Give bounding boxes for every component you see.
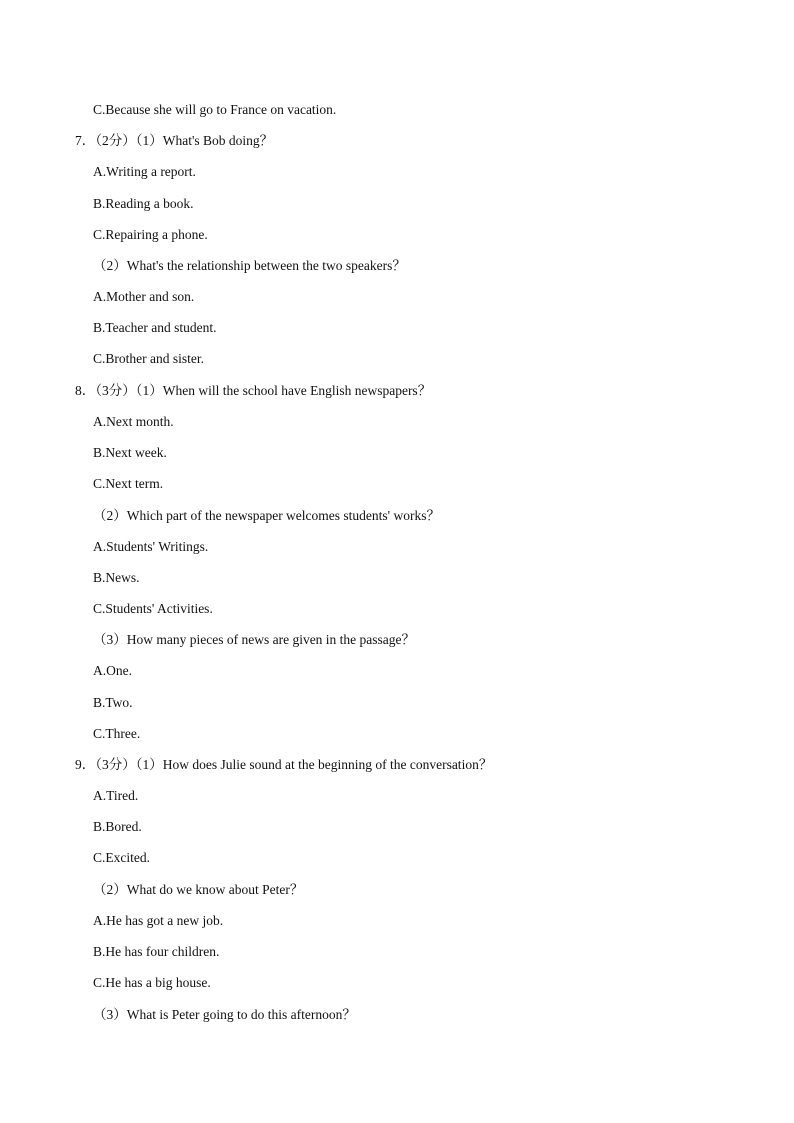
- option-q7-1-c: C.Repairing a phone.: [93, 227, 208, 242]
- option-q8-2-a: A.Students' Writings.: [93, 539, 209, 554]
- question-7-2: （2）What's the relationship between the two speakers？: [93, 258, 406, 273]
- option-q9-1-a: A.Tired.: [93, 788, 139, 803]
- option-q7-2-a: A.Mother and son.: [93, 289, 195, 304]
- option-q9-1-b: B.Bored.: [93, 819, 142, 834]
- question-7-heading: 7．（2分）（1）What's Bob doing？: [75, 133, 274, 148]
- option-q8-1-a: A.Next month.: [93, 414, 174, 429]
- option-q7-2-b: B.Teacher and student.: [93, 320, 217, 335]
- option-q8-3-c: C.Three.: [93, 726, 141, 741]
- question-8-heading: 8．（3分）（1）When will the school have English newspapers？: [75, 383, 432, 398]
- question-8-2: （2）Which part of the newspaper welcomes students' works？: [93, 508, 440, 523]
- option-q9-2-c: C.He has a big house.: [93, 975, 211, 990]
- option-q8-3-a: A.One.: [93, 663, 132, 678]
- question-9-heading: 9．（3分）（1）How does Julie sound at the beginning of the conversation？: [75, 757, 493, 772]
- option-q8-3-b: B.Two.: [93, 695, 133, 710]
- option-q7-1-a: A.Writing a report.: [93, 164, 196, 179]
- option-q6-c: C.Because she will go to France on vacation.: [93, 102, 337, 117]
- question-9-3: （3）What is Peter going to do this afternoon？: [93, 1007, 356, 1022]
- question-8-3: （3）How many pieces of news are given in the passage？: [93, 632, 416, 647]
- option-q8-1-b: B.Next week.: [93, 445, 167, 460]
- option-q8-1-c: C.Next term.: [93, 476, 164, 491]
- option-q7-1-b: B.Reading a book.: [93, 196, 194, 211]
- question-9-2: （2）What do we know about Peter？: [93, 882, 304, 897]
- option-q8-2-c: C.Students' Activities.: [93, 601, 213, 616]
- option-q7-2-c: C.Brother and sister.: [93, 351, 204, 366]
- option-q9-2-b: B.He has four children.: [93, 944, 220, 959]
- option-q8-2-b: B.News.: [93, 570, 140, 585]
- option-q9-2-a: A.He has got a new job.: [93, 913, 224, 928]
- option-q9-1-c: C.Excited.: [93, 850, 150, 865]
